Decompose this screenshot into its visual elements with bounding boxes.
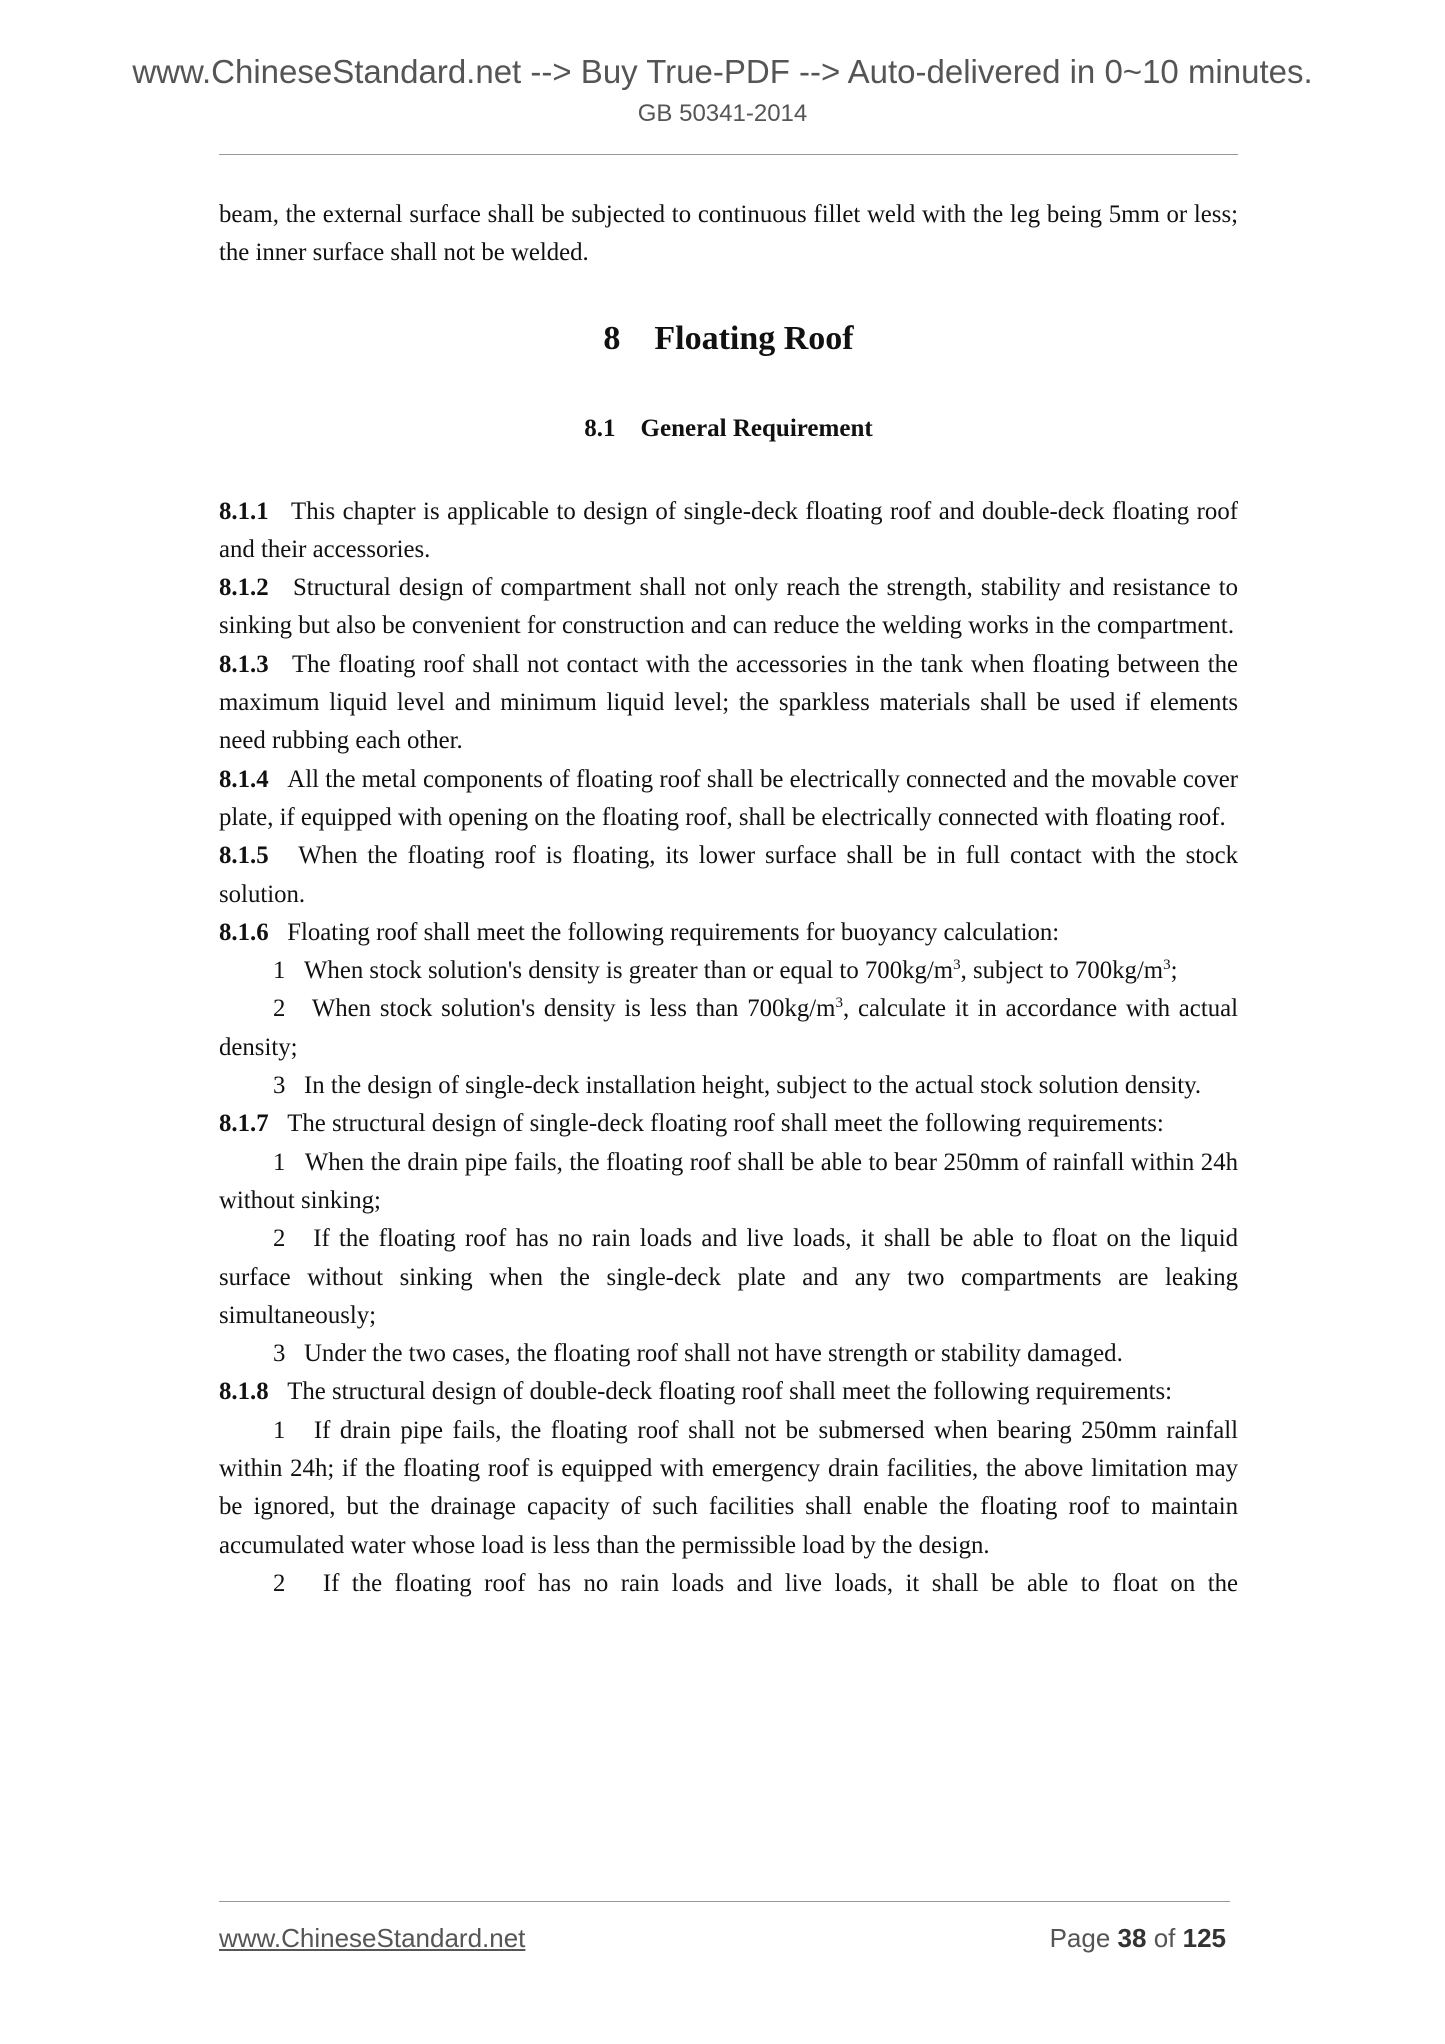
clause-text: When the floating roof is floating, its lower surface shall be in full contact with the stock solution. xyxy=(219,842,1238,908)
clause-8-1-5 xyxy=(219,837,1238,914)
item-number: 2 xyxy=(273,1569,286,1597)
header-banner[interactable]: www.ChineseStandard.net --> Buy True-PDF --> Auto-delivered in 0~10 minutes. xyxy=(132,53,1313,90)
list-item xyxy=(219,1067,1238,1105)
clause-number: 8.1.5 xyxy=(219,842,269,870)
current-page: 38 xyxy=(1117,1923,1147,1953)
clause-8-1-2 xyxy=(219,569,1238,646)
superscript: 3 xyxy=(835,995,843,1012)
clause-number: 8.1.6 xyxy=(219,918,269,946)
item-text: In the design of single-deck installation height, subject to the actual stock solution density. xyxy=(304,1072,1202,1100)
footer-divider xyxy=(219,1901,1230,1902)
clause-number: 8.1.1 xyxy=(219,497,269,525)
section-title-text: General Requirement xyxy=(640,414,873,442)
page-indicator xyxy=(1050,1923,1226,1954)
list-item xyxy=(219,1144,1238,1221)
item-text: When stock solution's density is less than 700kg/m xyxy=(311,995,836,1023)
clause-8-1-8 xyxy=(219,1373,1238,1411)
clause-number: 8.1.8 xyxy=(219,1378,269,1406)
clause-number: 8.1.4 xyxy=(219,765,269,793)
footer-site-link[interactable]: www.ChineseStandard.net xyxy=(219,1923,526,1953)
list-item xyxy=(219,990,1238,1067)
chapter-number: 8 xyxy=(603,319,621,357)
clause-text: The structural design of single-deck floating roof shall meet the following requirements: xyxy=(287,1110,1164,1138)
item-number: 2 xyxy=(273,1225,286,1253)
item-number: 3 xyxy=(273,1072,286,1100)
item-text: If drain pipe fails, the floating roof shall not be submersed when bearing 250mm rainfall within 24h; if the floating roof is equipped with emergency drain facilities, the above limitation may be ignored, but the drainage capacity of such facilities shall enable the floating roof to maintain accumulated water whose load is less than the permissible load by the design. xyxy=(219,1416,1238,1559)
clause-text: Floating roof shall meet the following requirements for buoyancy calculation: xyxy=(287,918,1060,946)
superscript: 3 xyxy=(953,957,961,974)
chapter-title xyxy=(219,317,1238,361)
total-pages: 125 xyxy=(1182,1923,1226,1953)
intro-paragraph: beam, the external surface shall be subjected to continuous fillet weld with the leg being 5mm or less; the inner surface shall not be welded. xyxy=(219,201,1238,267)
standard-code: GB 50341-2014 xyxy=(637,100,808,127)
page-word: Page xyxy=(1049,1923,1111,1953)
chapter-title-text: Floating Roof xyxy=(654,319,854,357)
clause-text: All the metal components of floating roof shall be electrically connected and the movable cover plate, if equipped with opening on the floating roof, shall be electrically connected with floating roof. xyxy=(219,765,1238,831)
list-item xyxy=(219,1412,1238,1565)
superscript: 3 xyxy=(1163,957,1171,974)
clause-text: Structural design of compartment shall not only reach the strength, stability and resistance to sinking but also be convenient for construction and can reduce the welding works in the compartment. xyxy=(219,574,1238,640)
document-body xyxy=(219,196,1238,1603)
clause-text: The structural design of double-deck floating roof shall meet the following requirements: xyxy=(287,1378,1173,1406)
item-number: 2 xyxy=(273,995,286,1023)
section-number: 8.1 xyxy=(584,414,616,442)
clause-text: The floating roof shall not contact with the accessories in the tank when floating between the maximum liquid level and minimum liquid level; the sparkless materials shall be used if elements need rubbing each other. xyxy=(219,650,1238,755)
header-divider xyxy=(219,154,1238,155)
item-text: , calculate it in accordance with actual density; xyxy=(219,995,1238,1061)
section-title xyxy=(219,410,1238,448)
list-item xyxy=(219,1565,1238,1603)
item-text: Under the two cases, the floating roof shall not have strength or stability damaged. xyxy=(304,1340,1123,1368)
item-text: ; xyxy=(1170,957,1178,985)
clause-8-1-1 xyxy=(219,493,1238,570)
clause-number: 8.1.7 xyxy=(219,1110,269,1138)
clause-8-1-6 xyxy=(219,914,1238,952)
item-text: If the floating roof has no rain loads and live loads, it shall be able to float on the xyxy=(322,1569,1238,1597)
list-item xyxy=(219,1335,1238,1373)
item-number: 3 xyxy=(273,1340,286,1368)
item-number: 1 xyxy=(273,1148,286,1176)
item-text: When the drain pipe fails, the floating roof shall be able to bear 250mm of rainfall within 24h without sinking; xyxy=(219,1148,1238,1214)
clause-text: This chapter is applicable to design of single-deck floating roof and double-deck floating roof and their accessories. xyxy=(219,497,1238,563)
clause-number: 8.1.2 xyxy=(219,574,269,602)
item-number: 1 xyxy=(273,1416,286,1444)
list-item xyxy=(219,952,1238,990)
of-word: of xyxy=(1153,1923,1176,1953)
item-number: 1 xyxy=(273,957,286,985)
item-text: , subject to 700kg/m xyxy=(960,957,1164,985)
clause-8-1-7 xyxy=(219,1105,1238,1143)
clause-8-1-3 xyxy=(219,646,1238,761)
clause-number: 8.1.3 xyxy=(219,650,269,678)
item-text: If the floating roof has no rain loads and live loads, it shall be able to float on the liquid surface without sinking when the single-deck plate and any two compartments are leaking simultaneously; xyxy=(219,1225,1238,1329)
page-header xyxy=(0,52,1445,130)
clause-8-1-4 xyxy=(219,761,1238,838)
list-item xyxy=(219,1220,1238,1335)
item-text: When stock solution's density is greater than or equal to 700kg/m xyxy=(304,957,954,985)
